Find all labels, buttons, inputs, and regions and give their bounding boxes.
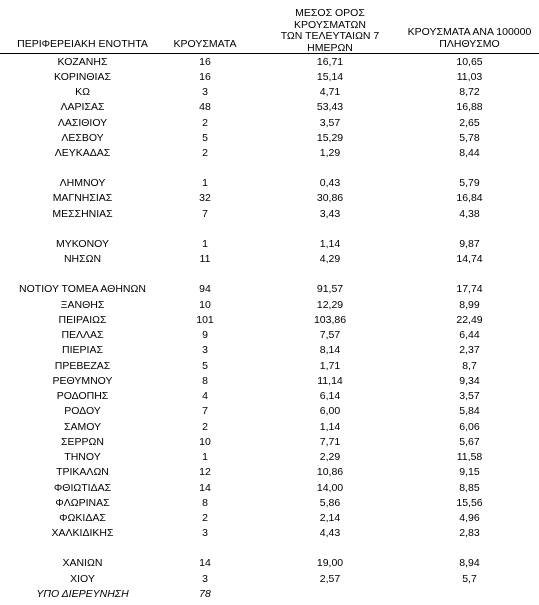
cases-cell: 3 [202,527,208,539]
cases-cell: 2 [202,512,208,524]
region-cell: ΠΕΛΛΑΣ [61,329,104,341]
header-per-line-2: ΠΛΗΘΥΣΜΟ [439,37,500,50]
average-cell: 16,71 [316,56,344,68]
region-cell: ΛΕΣΒΟΥ [61,132,104,144]
per-100k-cell: 11,03 [456,71,483,83]
table-row [0,465,539,480]
per-100k-cell: 3,57 [459,390,480,402]
region-cell: ΡΟΔΟΥ [64,405,101,417]
per-100k-cell: 22,49 [456,314,483,326]
per-100k-cell: 17,74 [456,283,483,295]
cases-cell: 4 [202,390,208,402]
table-row [0,526,539,541]
average-cell: 19,00 [316,557,344,569]
region-cell: ΦΩΚΙΔΑΣ [59,512,106,524]
cases-cell: 2 [202,147,208,159]
header-per-line-1: ΚΡΟΥΣΜΑΤΑ ΑΝΑ 100000 [407,26,532,38]
region-cell: ΜΕΣΣΗΝΙΑΣ [52,208,113,220]
average-cell: 12,29 [316,299,344,311]
table-row [0,252,539,267]
region-cell: ΛΑΣΙΘΙΟΥ [57,117,108,129]
per-100k-cell: 6,44 [459,329,480,341]
region-cell: ΜΑΓΝΗΣΙΑΣ [52,192,113,204]
header-seven-day-average [260,8,400,54]
per-100k-cell: 5,67 [459,436,480,448]
average-cell: 8,14 [319,344,341,356]
cases-cell: 11 [199,253,211,265]
average-cell: 103,86 [313,314,347,326]
per-100k-cell: 9,15 [459,466,480,478]
average-cell: 15,29 [316,132,344,144]
table-row [0,116,539,131]
table-row [0,496,539,511]
cases-cell: 3 [202,573,208,585]
per-100k-cell: 14,74 [456,253,483,265]
cases-cell: 32 [199,192,211,204]
table-row [0,328,539,343]
region-cell: ΚΟΖΑΝΗΣ [57,56,108,68]
region-cell: ΧΑΛΚΙΔΙΚΗΣ [51,527,114,539]
table-row [0,70,539,85]
cases-cell: 12 [199,466,211,478]
region-cell: ΡΕΘΥΜΝΟΥ [52,375,113,387]
region-cell: ΠΙΕΡΙΑΣ [62,344,103,356]
header-avg-line-3: ΗΜΕΡΩΝ [307,41,353,54]
table-row [0,207,539,222]
per-100k-cell: 8,99 [459,299,480,311]
average-cell: 4,43 [319,527,341,539]
cases-cell: 1 [202,451,208,463]
per-100k-cell: 15,56 [456,497,483,509]
cases-cell: 101 [196,314,214,326]
region-cell: ΧΙΟΥ [70,573,95,585]
table-row [0,343,539,358]
region-cell: ΦΘΙΩΤΙΔΑΣ [53,482,112,494]
table-row [0,146,539,161]
table-row [0,85,539,100]
region-cell: ΚΟΡΙΝΘΙΑΣ [54,71,111,83]
cases-cell: 3 [202,86,208,98]
average-cell: 7,71 [319,436,341,448]
table-row [0,55,539,70]
header-divider [0,53,539,54]
per-100k-cell: 8,44 [459,147,480,159]
average-cell: 11,14 [317,375,343,387]
cases-cell: 8 [202,497,208,509]
cases-cell: 10 [199,436,211,448]
per-100k-cell: 5,79 [459,177,480,189]
table-row [0,572,539,587]
average-cell: 1,14 [319,421,341,433]
region-cell: ΤΗΝΟΥ [64,451,101,463]
table-row [0,404,539,419]
per-100k-cell: 8,7 [462,360,477,372]
table-row [0,359,539,374]
per-100k-cell: 11,58 [456,451,483,463]
per-100k-cell: 8,85 [459,482,480,494]
cases-cell: 2 [202,421,208,433]
table-row [0,374,539,389]
header-cases-per-100k [400,27,539,50]
per-100k-cell: 5,84 [459,405,480,417]
cases-cell: 3 [202,344,208,356]
per-100k-cell: 10,65 [456,56,483,68]
per-100k-cell: 16,84 [456,192,483,204]
region-cell: ΜΥΚΟΝΟΥ [55,238,109,250]
average-cell: 2,57 [319,573,341,585]
cases-cell: 16 [199,56,211,68]
footer-row [0,587,539,602]
footer-cases: 78 [199,588,211,600]
average-cell: 15,14 [316,71,344,83]
header-avg-line-1: ΜΕΣΟΣ ΟΡΟΣ ΚΡΟΥΣΜΑΤΩΝ [294,7,366,31]
table-row [0,176,539,191]
average-cell: 6,00 [319,405,341,417]
region-cell: ΦΛΩΡΙΝΑΣ [55,497,110,509]
table-row [0,131,539,146]
table-row [0,191,539,206]
cases-cell: 94 [199,283,211,295]
average-cell: 4,71 [319,86,341,98]
per-100k-cell: 2,65 [459,117,480,129]
average-cell: 10,86 [316,466,344,478]
cases-cell: 7 [202,405,208,417]
region-cell: ΡΟΔΟΠΗΣ [56,390,109,402]
average-cell: 91,57 [316,283,344,295]
cases-cell: 14 [199,557,211,569]
table-row [0,435,539,450]
table-row [0,420,539,435]
region-cell: ΝΟΤΙΟΥ ΤΟΜΕΑ ΑΘΗΝΩΝ [19,283,146,295]
table-row [0,282,539,297]
per-100k-cell: 5,78 [459,132,480,144]
table-row [0,298,539,313]
average-cell: 2,29 [319,451,341,463]
per-100k-cell: 6,06 [459,421,480,433]
average-cell: 14,00 [316,482,344,494]
region-cell: ΞΑΝΘΗΣ [60,299,105,311]
average-cell: 0,43 [319,177,341,189]
average-cell: 3,57 [319,117,341,129]
table-row [0,389,539,404]
cases-cell: 7 [202,208,208,220]
average-cell: 30,86 [316,192,344,204]
per-100k-cell: 4,96 [459,512,480,524]
cases-cell: 10 [199,299,211,311]
header-region: ΠΕΡΙΦΕΡΕΙΑΚΗ ΕΝΟΤΗΤΑ [17,38,148,50]
region-cell: ΠΕΙΡΑΙΩΣ [58,314,107,326]
table-row [0,237,539,252]
per-100k-cell: 9,87 [459,238,480,250]
per-100k-cell: 9,34 [459,375,480,387]
average-cell: 53,43 [316,101,344,113]
footer-label: ΥΠΟ ΔΙΕΡΕΥΝΗΣΗ [36,588,129,600]
cases-cell: 1 [202,177,208,189]
cases-cell: 16 [199,71,211,83]
average-cell: 2,14 [319,512,341,524]
per-100k-cell: 8,94 [459,557,480,569]
cases-cell: 9 [202,329,208,341]
table-row [0,481,539,496]
cases-cell: 5 [202,360,208,372]
per-100k-cell: 8,72 [459,86,480,98]
cases-cell: 8 [202,375,208,387]
table-row [0,450,539,465]
per-100k-cell: 4,38 [459,208,480,220]
average-cell: 3,43 [319,208,341,220]
table-row [0,511,539,526]
region-cell: ΣΑΜΟΥ [63,421,102,433]
region-cell: ΣΕΡΡΩΝ [61,436,104,448]
average-cell: 5,86 [319,497,341,509]
region-cell: ΝΗΣΩΝ [63,253,102,265]
average-cell: 1,14 [319,238,341,250]
average-cell: 1,29 [319,147,341,159]
average-cell: 4,29 [319,253,341,265]
cases-cell: 1 [202,238,208,250]
header-avg-line-2: ΤΩΝ ΤΕΛΕΥΤΑΙΩΝ 7 [280,30,380,42]
region-cell: ΠΡΕΒΕΖΑΣ [54,360,111,372]
cases-cell: 2 [202,117,208,129]
cases-cell: 48 [199,101,211,113]
region-cell: ΛΕΥΚΑΔΑΣ [54,147,111,159]
average-cell: 7,57 [319,329,341,341]
region-cell: ΚΩ [75,86,90,98]
region-cell: ΧΑΝΙΩΝ [62,557,103,569]
per-100k-cell: 2,83 [459,527,480,539]
per-100k-cell: 5,7 [462,573,477,585]
table-row [0,556,539,571]
table-row [0,100,539,115]
cases-cell: 14 [199,482,211,494]
per-100k-cell: 2,37 [459,344,480,356]
average-cell: 1,71 [319,360,341,372]
region-cell: ΛΑΡΙΣΑΣ [60,101,105,113]
per-100k-cell: 16,88 [456,101,483,113]
region-cell: ΛΗΜΝΟΥ [59,177,106,189]
table-row [0,313,539,328]
header-cases: ΚΡΟΥΣΜΑΤΑ [173,38,237,50]
cases-cell: 5 [202,132,208,144]
region-cell: ΤΡΙΚΑΛΩΝ [56,466,109,478]
average-cell: 6,14 [319,390,341,402]
